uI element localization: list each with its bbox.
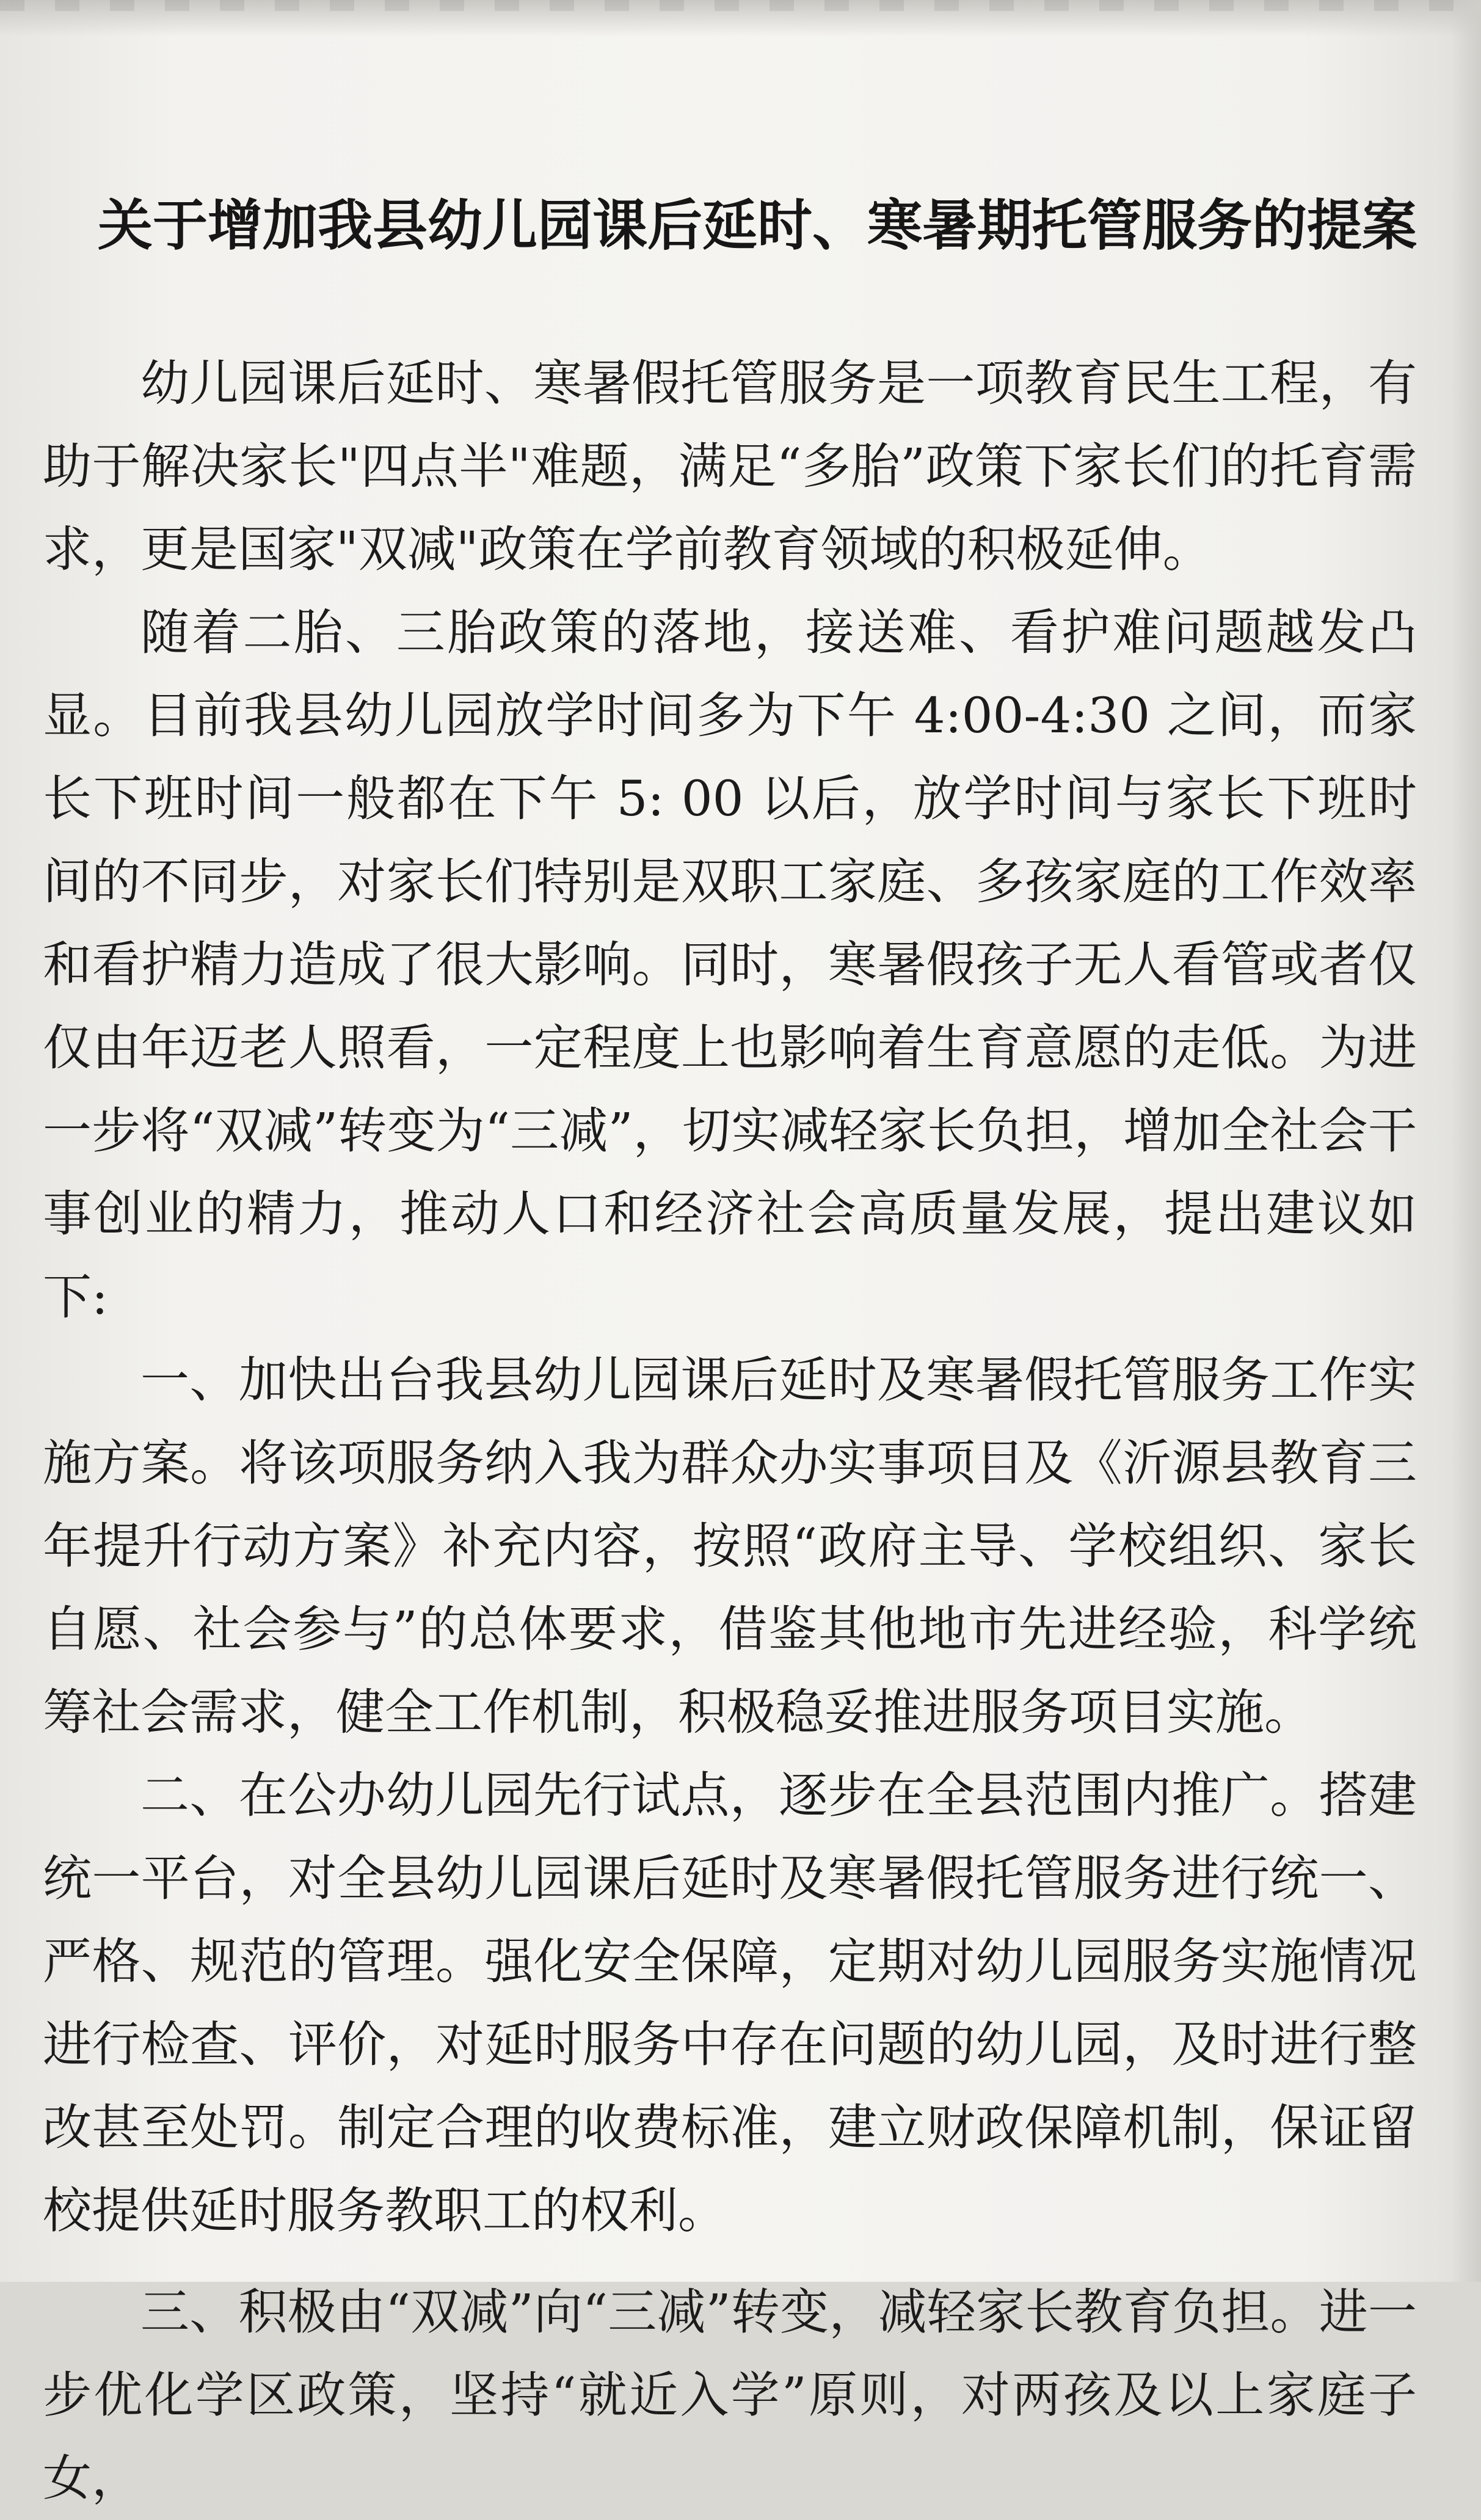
page-right-shadow <box>1450 0 1481 2282</box>
paragraph-suggestion-3: 三、积极由“双减”向“三减”转变，减轻家长教育负担。进一步优化学区政策，坚持“就近入学”原则，对两孩及以上家庭子女， <box>43 2284 1417 2507</box>
paragraph-suggestion-2: 二、在公办幼儿园先行试点，逐步在全县范围内推广。搭建统一平台，对全县幼儿园课后延时及寒暑假托管服务进行统一、严格、规范的管理。强化安全保障，定期对幼儿园服务实施情况进行检查、评价，对延时服务中存在问题的幼儿园，及时进行整改甚至处罚。制定合理的收费标准，建立财政保障机制，保证留校提供延时服务教职工的权利。 <box>43 1767 1417 2239</box>
paragraph-background: 随着二胎、三胎政策的落地，接送难、看护难问题越发凸显。目前我县幼儿园放学时间多为下午 4:00-4:30 之间，而家长下班时间一般都在下午 5: 00 以后，放学时间与家长下班时间的不同步，对家长们特别是双职工家庭、多孩家庭的工作效率和看护精力造成了很大影响。同时，寒暑假孩子无人看管或者仅仅由年迈老人照看，一定程度上也影响着生育意愿的走低。为进一步将“双减”转变为“三减”，切实减轻家长负担，增加全社会干事创业的精力，推动人口和经济社会高质量发展，提出建议如下: <box>43 604 1417 1325</box>
paragraph-suggestion-1: 一、加快出台我县幼儿园课后延时及寒暑假托管服务工作实施方案。将该项服务纳入我为群众办实事项目及《沂源县教育三年提升行动方案》补充内容，按照“政府主导、学校组织、家长自愿、社会参与”的总体要求，借鉴其他地市先进经验，科学统筹社会需求，健全工作机制，积极稳妥推进服务项目实施。 <box>43 1352 1417 1741</box>
document-title: 关于增加我县幼儿园课后延时、寒暑期托管服务的提案 <box>98 194 1417 258</box>
page-top-bleed-through <box>0 0 1481 11</box>
document-body <box>43 342 1417 2520</box>
paragraph-intro: 幼儿园课后延时、寒暑假托管服务是一项教育民生工程，有助于解决家长"四点半"难题，满足“多胎”政策下家长们的托育需求，更是国家"双减"政策在学前教育领域的积极延伸。 <box>43 355 1417 578</box>
